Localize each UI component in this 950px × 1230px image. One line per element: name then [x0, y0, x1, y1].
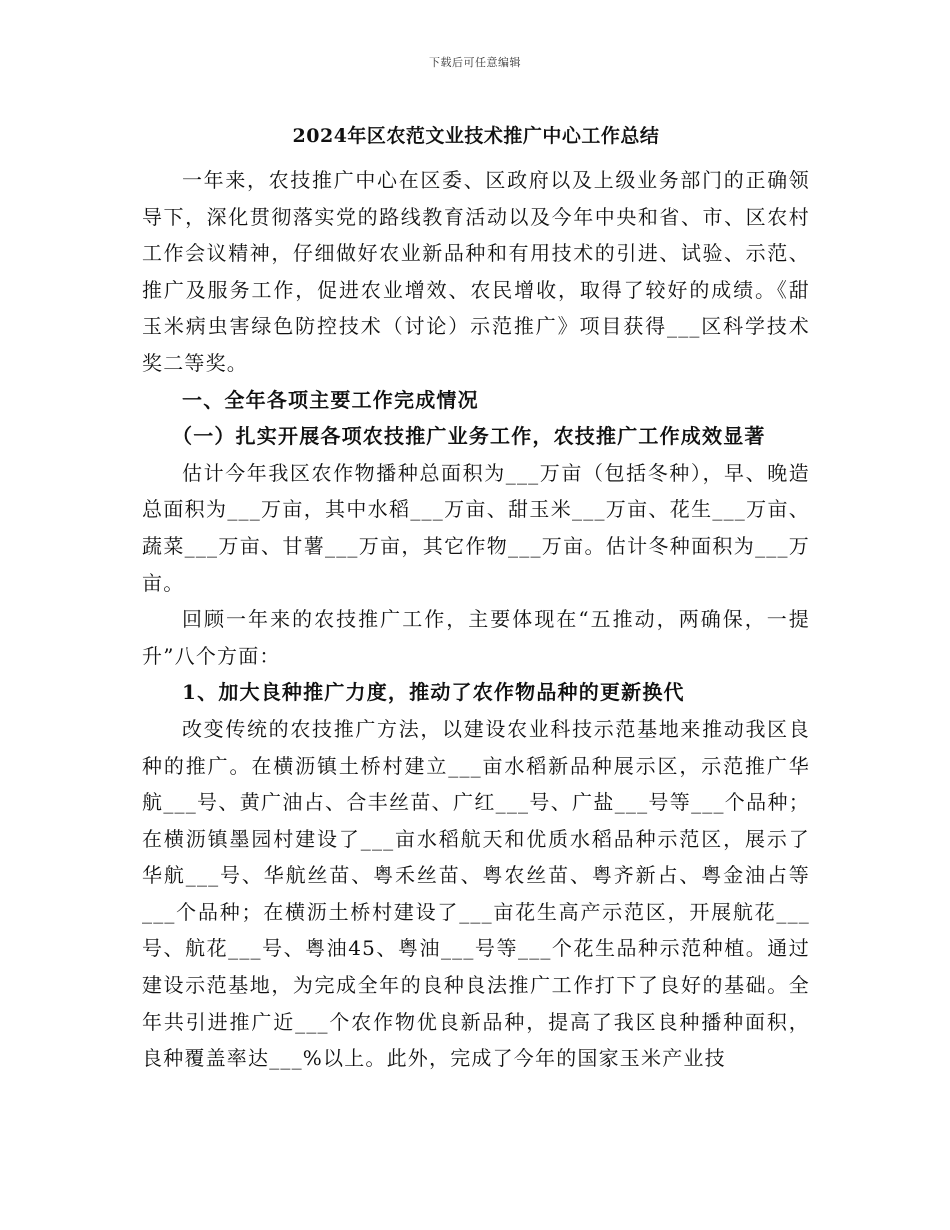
document-body — [142, 118, 810, 1077]
header-note: 下载后可任意编辑 — [429, 56, 521, 69]
document-title: 2024年区农范文业技术推广中心工作总结 — [292, 125, 660, 147]
section-heading-1: 一、全年各项主要工作完成情况 — [182, 387, 479, 412]
item-heading-1: 1、加大良种推广力度，推动了农作物品种的更新换代 — [182, 680, 685, 705]
seed-promotion-paragraph: 改变传统的农技推广方法，以建设农业科技示范基地来推动我区良种的推广。在横沥镇土桥村建立___亩水稻新品种展示区，示范推广华航___号、黄广油占、合丰丝苗、广红___号、广盐___号等___个品种；在横沥镇墨园村建设了___亩水稻航天和优质水稻品种示范区，展示了华航___号、华航丝苗、粤禾丝苗、粤农丝苗、粤齐新占、粤金油占等___个品种；在横沥土桥村建设了___亩花生高产示范区，开展航花___号、航花___号、粤油45、粤油___号等___个花生品种示范种植。通过建设示范基地，为完成全年的良种良法推广工作打下了良好的基础。全年共引进推广近___个农作物优良新品种，提高了我区良种播种面积，良种覆盖率达___%以上。此外，完成了今年的国家玉米产业技 — [142, 716, 810, 1071]
subsection-heading-1: （一）扎实开展各项农技推广业务工作，农技推广工作成效显著 — [172, 424, 766, 449]
planting-area-paragraph: 估计今年我区农作物播种总面积为___万亩（包括冬种），早、晚造总面积为___万亩，其中水稻___万亩、甜玉米___万亩、花生___万亩、蔬菜___万亩、甘薯___万亩，其它作物___万亩。估计冬种面积为___万亩。 — [142, 460, 810, 595]
review-paragraph: 回顾一年来的农技推广工作，主要体现在“五推动，两确保，一提升”八个方面： — [142, 607, 810, 668]
intro-paragraph: 一年来，农技推广中心在区委、区政府以及上级业务部门的正确领导下，深化贯彻落实党的路线教育活动以及今年中央和省、市、区农村工作会议精神，仔细做好农业新品种和有用技术的引进、试验、示范、推广及服务工作，促进农业增效、农民增收，取得了较好的成绩。《甜玉米病虫害绿色防控技术（讨论）示范推广》项目获得___区科学技术奖二等奖。 — [142, 168, 810, 375]
